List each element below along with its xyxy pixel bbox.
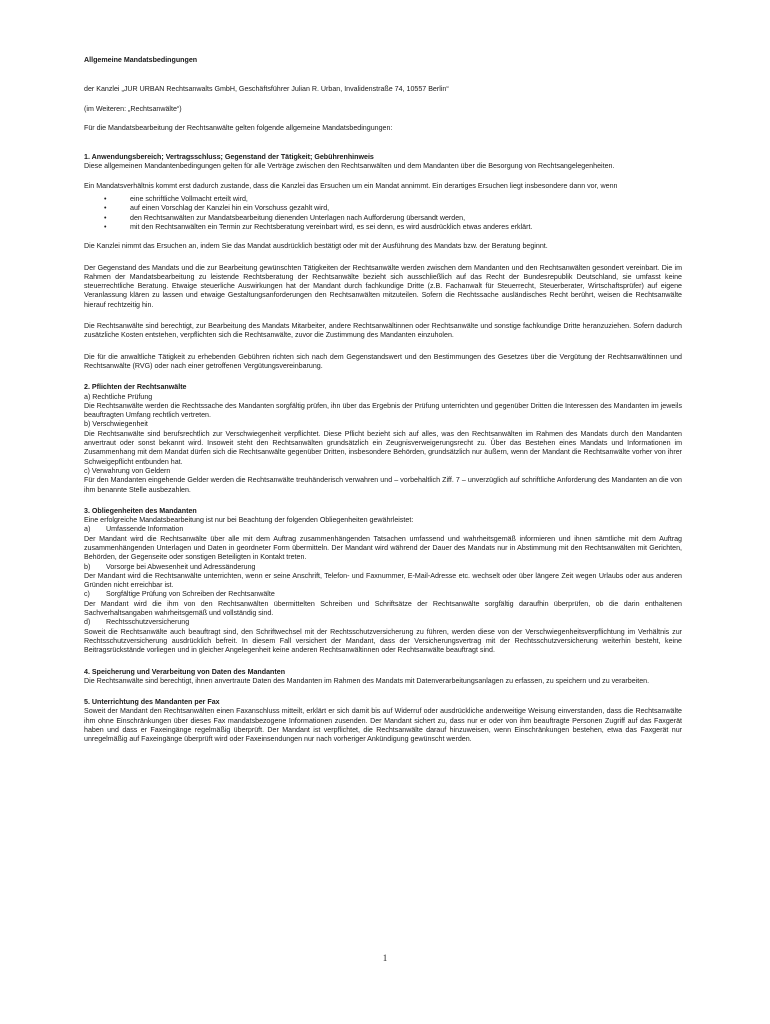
subsection-title-text: Umfassende Information: [106, 525, 184, 534]
subsection-letter: a): [84, 525, 91, 534]
intro-kanzlei: der Kanzlei „JUR URBAN Rechtsanwalts GmbH, Geschäftsführer Julian R. Urban, Invalidenstraße 74, 10557 Berlin“: [84, 85, 449, 94]
page-number: 1: [382, 953, 388, 963]
subsection-title: a) Rechtliche Prüfung: [84, 392, 153, 401]
bullet-item: • mit den Rechtsanwälten ein Termin zur Rechtsberatung vereinbart wird, es sei denn, es wird ausdrücklich etwas anderes erklärt.: [104, 223, 682, 232]
subsection-title: [84, 590, 682, 599]
section-5-text: Soweit der Mandant den Rechtsanwälten einen Faxanschluss mitteilt, erklärt er sich damit bis auf Widerruf oder ausdrückliche anderweitige Weisung einverstanden, dass die Rechtsanwälte ihm ohne Einschränkungen über dieses Fax mandatsbezogene Informationen zusenden. Der Mandant sichert zu, dass nur er oder von ihm beauftragte Personen Zugriff auf das Faxgerät haben und dass er Faxeingänge regelmäßig überprüft. Der Mandant ist verpflichtet, die Rechtsanwälte darauf hinzuweisen, wenn Einschränkungen bestehen, etwa das Faxgerät nur unregelmäßig auf Faxeingänge überprüft wird oder Faxeinsendungen nur nach vorheriger Ankündigung gewünscht werden.: [84, 707, 682, 744]
section-1-paragraph: Die Kanzlei nimmt das Ersuchen an, indem Sie das Mandat ausdrücklich bestätigt oder mit der Ausführung des Mandats bzw. der Beratung beginnt.: [84, 242, 548, 251]
subsection-letter: c): [84, 590, 90, 599]
subsection-text: Die Rechtsanwälte sind berufsrechtlich zur Verschwiegenheit verpflichtet. Diese Pflicht bezieht sich auf alles, was den Rechtsanwälten im Rahmen des Mandats durch den Mandanten anvertraut oder sonst bekannt wird. Insoweit steht den Rechtsanwälten grundsätzlich ein Zeugnisverweigerungsrecht zu. Über das Bestehen eines Mandats und Informationen im Zusammenhang mit dem Mandat dürfen sich die Rechtsanwälte gegenüber Dritten, insbesondere Behörden, grundsätzlich nur äußern, wenn der Mandant die Rechtsanwälte vorher von ihrer Schweigepflicht entbunden hat.: [84, 429, 682, 466]
subsection-text: Die Rechtsanwälte werden die Rechtssache des Mandanten sorgfältig prüfen, ihn über das Ergebnis der Prüfung unterrichten und gegenüber Dritten die Interessen des Mandanten im jeweils beauftragten Umfang rechtlich vertreten.: [84, 401, 682, 420]
subsection-letter: d): [84, 618, 91, 627]
section-3-heading: 3. Obliegenheiten des Mandanten: [84, 506, 197, 515]
section-1-heading: 1. Anwendungsbereich; Vertragsschluss; Gegenstand der Tätigkeit; Gebührenhinweis: [84, 153, 374, 162]
subsection-text: Der Mandant wird die Rechtsanwälte über alle mit dem Auftrag zusammenhängenden Tatsachen umfassend und wahrheitsgemäß informieren und ihnen sämtliche mit dem Auftrag zusammenhängenden Unterlagen und Daten in geordneter Form übermitteln. Der Mandant wird während der Dauer des Mandats nur in Abstimmung mit den Rechtsanwälten mit Gerichten, Behörden, der Gegenseite oder sonstigen Beteiligten in Kontakt treten.: [84, 534, 682, 562]
bullet-item: • auf einen Vorschlag der Kanzlei hin ein Vorschuss gezahlt wird,: [104, 204, 682, 213]
subsection-title-text: Rechtsschutzversicherung: [106, 618, 190, 627]
section-3-intro: Eine erfolgreiche Mandatsbearbeitung ist nur bei Beachtung der folgenden Obliegenheiten gewährleistet:: [84, 516, 414, 525]
section-1-paragraph: Ein Mandatsverhältnis kommt erst dadurch zustande, dass die Kanzlei das Ersuchen um ein Mandat annimmt. Ein derartiges Ersuchen liegt insbesondere dann vor, wenn: [84, 181, 618, 190]
subsection-letter: b): [84, 562, 91, 571]
bullet-item: • eine schriftliche Vollmacht erteilt wird,: [104, 195, 682, 204]
subsection-text: Der Mandant wird die Rechtsanwälte unterrichten, wenn er seine Anschrift, Telefon- und Faxnummer, E-Mail-Adresse etc. wechselt oder über längere Zeit wegen Urlaubs oder aus anderen Gründen nicht erreichbar ist.: [84, 571, 682, 590]
subsection-title-text: Sorgfältige Prüfung von Schreiben der Rechtsanwälte: [106, 590, 275, 599]
section-1-paragraph: Der Gegenstand des Mandats und die zur Bearbeitung gewünschten Tätigkeiten der Rechtsanwälte werden zwischen dem Mandanten und den Rechtsanwälten gesondert vereinbart. Die im Rahmen der Mandatsbearbeitung zu leistende Rechtsberatung der Rechtsanwälte bezieht sich ausschließlich auf das Recht der Bundesrepublik Deutschland, sie umfasst keine steuerrechtliche Beratung. Etwaige steuerliche Auswirkungen hat der Mandant durch fachkundige Dritte (z.B. Fachanwalt für Steuerrecht, Steuerberater, Wirtschaftsprüfer) auf eigene Veranlassung klären zu lassen und etwaige Gestaltungsanforderungen den Rechtsanwälten mitzuteilen. Sofern die Rechtssache ausländisches Recht berührt, weisen die Rechtsanwälte hierauf rechtzeitig hin.: [84, 263, 682, 309]
section-1-paragraph: Diese allgemeinen Mandantenbedingungen gelten für alle Verträge zwischen den Rechtsanwälten und dem Mandanten über die Besorgung von Rechtsangelegenheiten.: [84, 162, 615, 171]
subsection-title: [84, 618, 682, 627]
section-1-paragraph: Die für die anwaltliche Tätigkeit zu erhebenden Gebühren richten sich nach dem Gegenstandswert und den Bestimmungen des Gesetzes über die Vergütung der Rechtsanwältinnen und Rechtsanwälte (RVG) oder nach einer getroffenen Vergütungsvereinbarung.: [84, 352, 682, 370]
section-1-bullet-list: [84, 195, 682, 232]
section-1-paragraph: Die Rechtsanwälte sind berechtigt, zur Bearbeitung des Mandats Mitarbeiter, andere Rechtsanwältinnen oder Rechtsanwälte und sonstige fachkundige Dritte heranzuziehen. Sofern dadurch zusätzliche Kosten entstehen, verpflichten sich die Rechtsanwälte, zuvor die Zustimmung des Mandanten einzuholen.: [84, 322, 682, 340]
section-2-heading: 2. Pflichten der Rechtsanwälte: [84, 383, 187, 392]
intro-weiteren: (im Weiteren: „Rechtsanwälte“): [84, 104, 182, 113]
subsection-title: [84, 525, 682, 534]
section-5-heading: 5. Unterrichtung des Mandanten per Fax: [84, 698, 220, 707]
subsection-title: b) Verschwiegenheit: [84, 420, 148, 429]
subsection-text: Für den Mandanten eingehende Gelder werden die Rechtsanwälte treuhänderisch verwahren und – vorbehaltlich Ziff. 7 – unverzüglich auf schriftliche Anforderung des Mandanten an die von ihm benannte Stelle ausbezahlen.: [84, 476, 682, 494]
subsection-text: Der Mandant wird die ihm von den Rechtsanwälten übermittelten Schreiben und Schriftsätze der Rechtsanwälte sorgfältig daraufhin überprüfen, ob die darin enthaltenen Sachverhaltsangaben wahrheitsgemäß und vollständig sind.: [84, 599, 682, 618]
document-page: [84, 56, 682, 745]
subsection-title-text: Vorsorge bei Abwesenheit und Adressänderung: [106, 562, 256, 571]
intro-lead: Für die Mandatsbearbeitung der Rechtsanwälte gelten folgende allgemeine Mandatsbedingungen:: [84, 123, 393, 132]
section-4-text: Die Rechtsanwälte sind berechtigt, ihnen anvertraute Daten des Mandanten im Rahmen des Mandats mit Datenverarbeitungsanlagen zu erfassen, zu speichern und zu verarbeiten.: [84, 676, 650, 685]
subsection-text: Soweit die Rechtsanwälte auch beauftragt sind, den Schriftwechsel mit der Rechtsschutzversicherung zu führen, werden diese von der Verschwiegenheitsverpflichtung im Verhältnis zur Rechtsschutzversicherung ausdrücklich befreit. In diesem Fall versichert der Mandant, dass der Versicherungsvertrag mit der Rechtsschutzversicherung weiterhin besteht, keine Beitragsrückstände vorliegen und in gleicher Angelegenheit keine anderen Rechtsanwältinnen oder Rechtsanwälte beauftragt sind.: [84, 627, 682, 655]
subsection-title: [84, 563, 682, 572]
section-4-heading: 4. Speicherung und Verarbeitung von Daten des Mandanten: [84, 667, 286, 676]
subsection-title: c) Verwahrung von Geldern: [84, 466, 171, 475]
bullet-item: • den Rechtsanwälten zur Mandatsbearbeitung dienenden Unterlagen nach Aufforderung übersandt werden,: [104, 214, 682, 223]
document-title: Allgemeine Mandatsbedingungen: [84, 56, 198, 64]
